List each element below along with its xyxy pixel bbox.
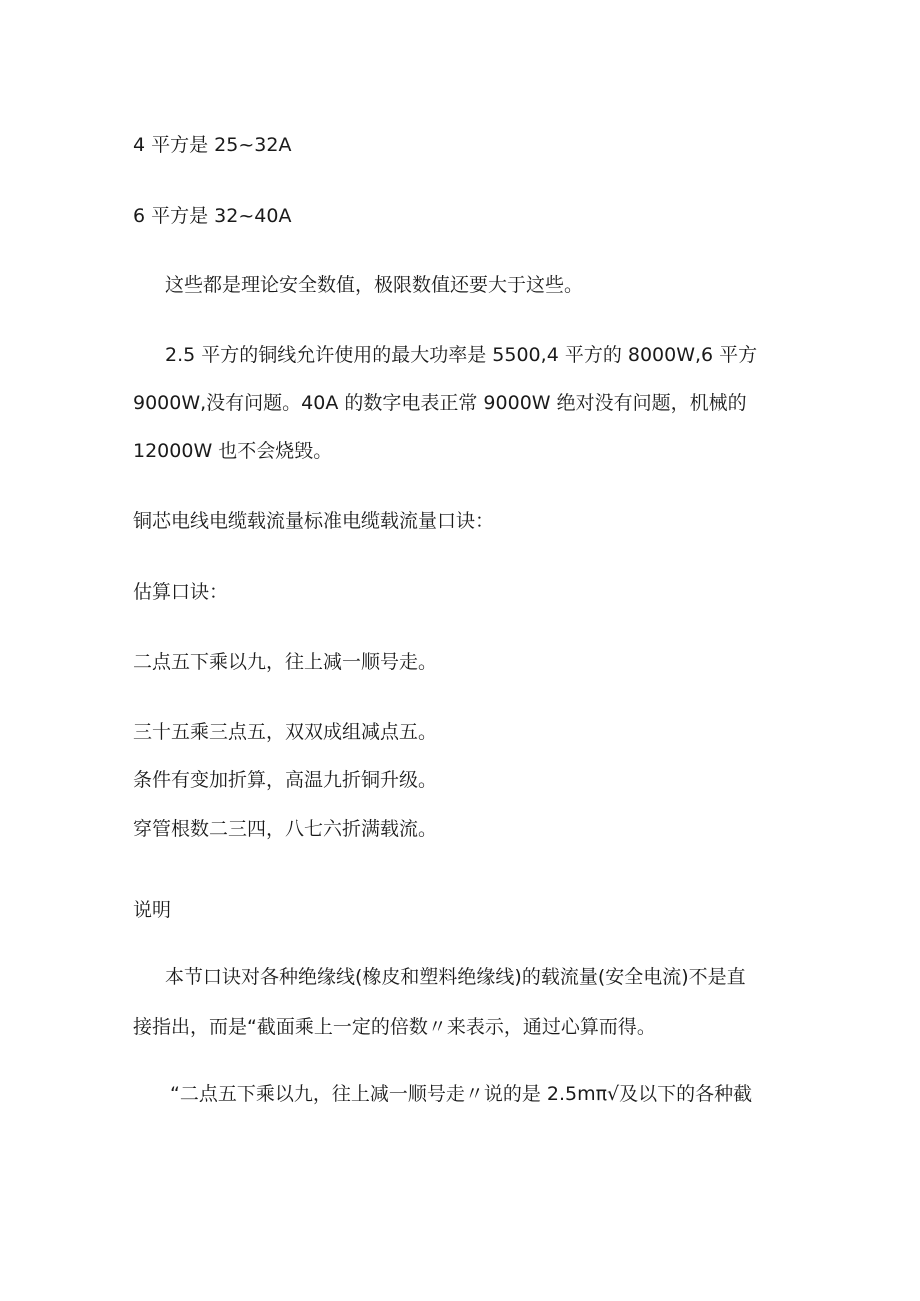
text-line: 6 平方是 32~40A — [133, 205, 292, 227]
text-line: 三十五乘三点五，双双成组减点五。 — [133, 721, 438, 743]
text-line: 9000W,没有问题。40A 的数字电表正常 9000W 绝对没有问题，机械的 — [133, 392, 747, 414]
text-line: “二点五下乘以九，往上减一顺号走〃说的是 2.5mπ√及以下的各种截 — [170, 1083, 753, 1105]
text-line: 条件有变加折算，高温九折铜升级。 — [133, 769, 438, 791]
text-line: 二点五下乘以九，往上减一顺号走。 — [133, 651, 438, 673]
text-line: 接指出，而是“截面乘上一定的倍数〃来表示，通过心算而得。 — [133, 1016, 656, 1038]
text-line: 12000W 也不会烧毁。 — [133, 440, 333, 462]
text-line: 本节口诀对各种绝缘线(橡皮和塑料绝缘线)的载流量(安全电流)不是直 — [165, 966, 746, 988]
text-line: 这些都是理论安全数值，极限数值还要大于这些。 — [165, 274, 584, 296]
section-heading: 说明 — [133, 899, 172, 921]
text-line: 铜芯电线电缆载流量标准电缆载流量口诀： — [133, 510, 495, 532]
text-line: 4 平方是 25~32A — [133, 134, 292, 156]
text-line: 穿管根数二三四，八七六折满载流。 — [133, 818, 438, 840]
text-line: 估算口诀： — [133, 581, 229, 603]
text-line: 2.5 平方的铜线允许使用的最大功率是 5500,4 平方的 8000W,6 平方 — [165, 344, 758, 366]
